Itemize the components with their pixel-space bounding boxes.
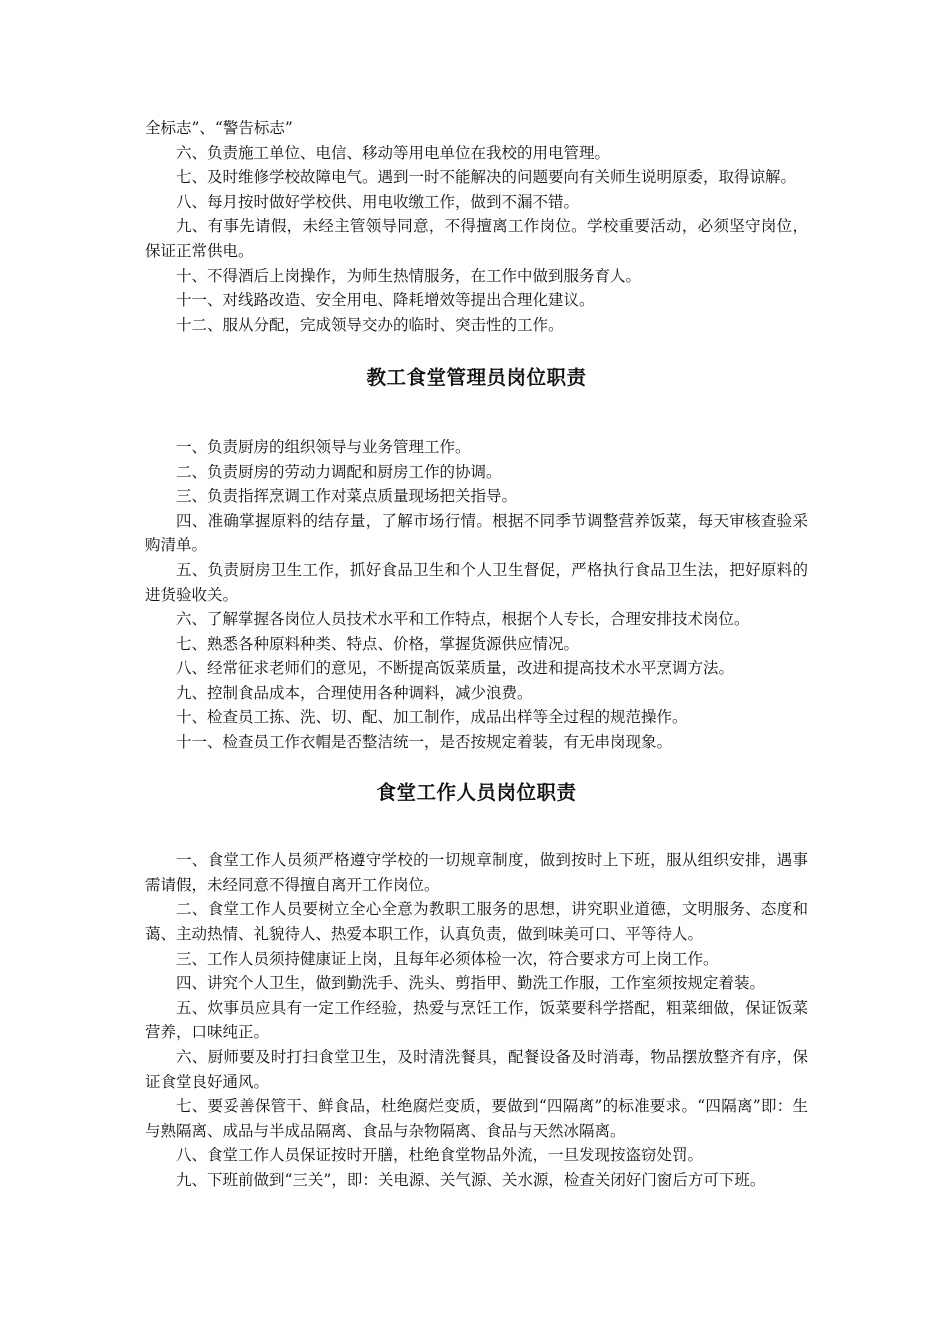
duty-item: 三、负责指挥烹调工作对菜点质量现场把关指导。	[176, 487, 518, 506]
electrician-duties-continued	[145, 116, 808, 337]
duty-item: 二、食堂工作人员要树立全心全意为教职工服务的思想，讲究职业道德，文明服务、态度和蔼、主动热情、礼貌待人、热爱本职工作，认真负责，做到味美可口、平等待人。	[145, 900, 808, 944]
duty-item: 七、及时维修学校故障电气。遇到一时不能解决的问题要向有关师生说明原委，取得谅解。	[176, 168, 797, 187]
duty-item: 二、负责厨房的劳动力调配和厨房工作的协调。	[176, 462, 502, 481]
duty-item: 七、熟悉各种原料种类、特点、价格，掌握货源供应情况。	[176, 634, 580, 653]
duty-item: 八、经常征求老师们的意见，不断提高饭菜质量，改进和提高技术水平烹调方法。	[176, 659, 735, 678]
canteen-manager-duties	[145, 435, 808, 755]
duty-item: 六、了解掌握各岗位人员技术水平和工作特点，根据个人专长，合理安排技术岗位。	[176, 610, 750, 629]
duty-item: 七、要妥善保管干、鲜食品，杜绝腐烂变质，要做到“四隔离”的标准要求。“四隔离”即：生与熟隔离、成品与半成品隔离、食品与杂物隔离、食品与天然冰隔离。	[145, 1097, 808, 1140]
document-page	[145, 116, 808, 1193]
duty-item: 八、食堂工作人员保证按时开膳，杜绝食堂物品外流，一旦发现按盗窃处罚。	[176, 1146, 704, 1165]
canteen-staff-duties	[145, 848, 808, 1192]
duty-item: 五、负责厨房卫生工作，抓好食品卫生和个人卫生督促，严格执行食品卫生法，把好原料的进货验收关。	[145, 560, 808, 604]
duty-item: 四、准确掌握原料的结存量，了解市场行情。根据不同季节调整营养饭菜，每天审核查验采购清单。	[145, 511, 808, 555]
duty-item: 十一、对线路改造、安全用电、降耗增效等提出合理化建议。	[176, 291, 595, 310]
continued-text: 全标志”、“警告标志”	[145, 119, 293, 137]
duty-item: 六、负责施工单位、电信、移动等用电单位在我校的用电管理。	[176, 143, 611, 162]
duty-item: 一、食堂工作人员须严格遵守学校的一切规章制度，做到按时上下班，服从组织安排，遇事需请假，未经同意不得擅自离开工作岗位。	[145, 851, 808, 894]
duty-item: 六、厨师要及时打扫食堂卫生，及时清洗餐具，配餐设备及时消毒，物品摆放整齐有序，保证食堂良好通风。	[145, 1048, 808, 1091]
section-title-canteen-staff: 食堂工作人员岗位职责	[376, 780, 577, 804]
duty-item: 十一、检查员工作衣帽是否整洁统一，是否按规定着装，有无串岗现象。	[176, 733, 673, 752]
duty-item: 十、不得酒后上岗操作，为师生热情服务，在工作中做到服务育人。	[176, 266, 642, 285]
duty-item: 三、工作人员须持健康证上岗，且每年必须体检一次，符合要求方可上岗工作。	[176, 949, 719, 968]
section-title-canteen-manager: 教工食堂管理员岗位职责	[366, 366, 587, 390]
duty-item: 九、控制食品成本，合理使用各种调料，减少浪费。	[176, 683, 533, 702]
duty-item: 四、讲究个人卫生，做到勤洗手、洗头、剪指甲、勤洗工作服，工作室须按规定着装。	[176, 974, 766, 993]
duty-item: 八、每月按时做好学校供、用电收缴工作，做到不漏不错。	[176, 192, 580, 211]
duty-item: 九、有事先请假，未经主管领导同意，不得擅离工作岗位。学校重要活动，必须坚守岗位，保证正常供电。	[145, 217, 808, 260]
duty-item: 五、炊事员应具有一定工作经验，热爱与烹饪工作，饭菜要科学搭配，粗菜细做，保证饭菜营养，口味纯正。	[145, 998, 808, 1042]
duty-item: 十二、服从分配，完成领导交办的临时、突击性的工作。	[176, 315, 564, 334]
duty-item: 一、负责厨房的组织领导与业务管理工作。	[176, 437, 471, 456]
duty-item: 十、检查员工拣、洗、切、配、加工制作，成品出样等全过程的规范操作。	[176, 708, 688, 727]
duty-item: 九、下班前做到“三关”，即：关电源、关气源、关水源，检查关闭好门窗后方可下班。	[176, 1170, 766, 1189]
